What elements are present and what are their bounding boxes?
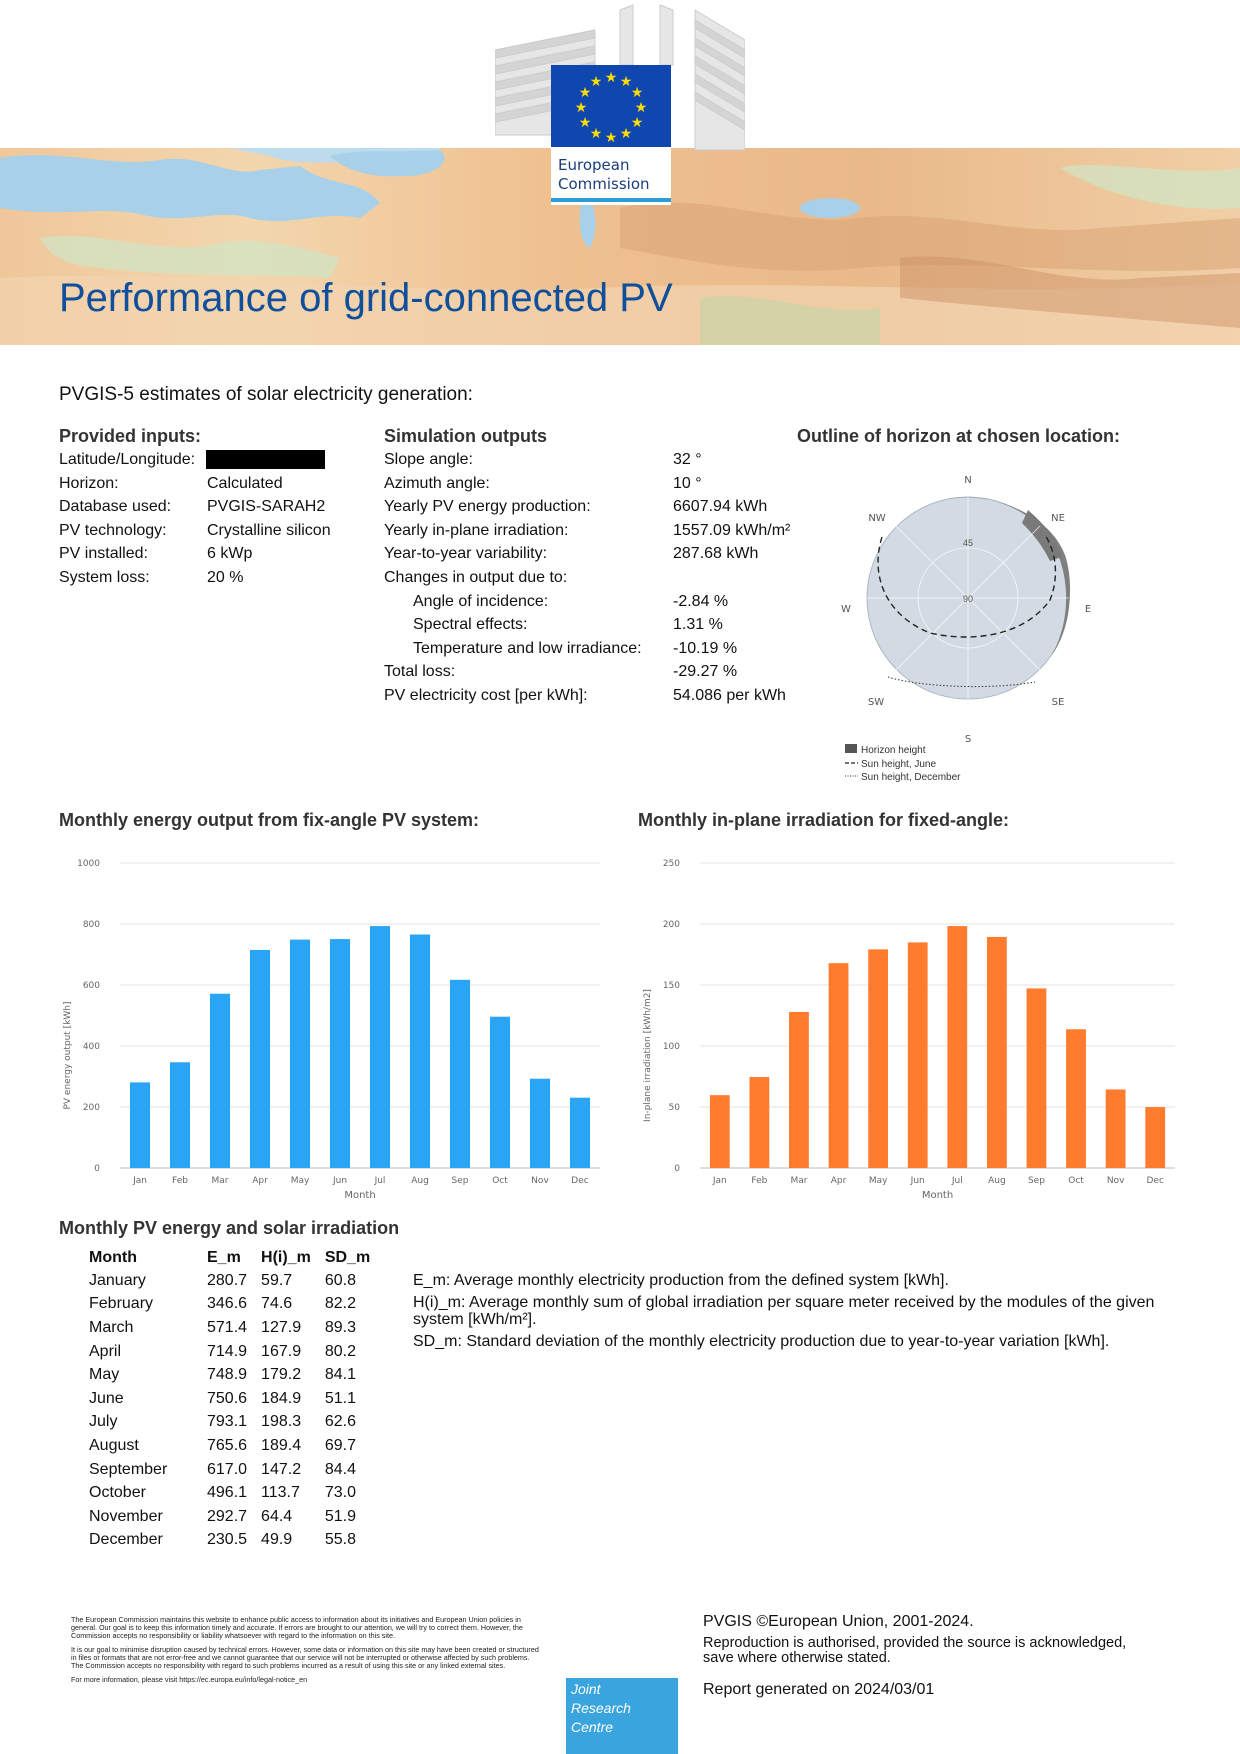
- table-header-row: [89, 1247, 384, 1269]
- table-cell: 496.1: [207, 1484, 248, 1502]
- irradiation-y-tick-label: 200: [662, 920, 680, 930]
- jrc-line: Centre: [571, 1719, 614, 1735]
- table-row: [89, 1316, 384, 1340]
- svg-text:★: ★: [574, 100, 588, 116]
- irradiation-x-tick-label: Sep: [1027, 1176, 1045, 1186]
- note-e-m: E_m: Average monthly electricity production from the defined system [kWh].: [413, 1272, 949, 1289]
- svg-text:★: ★: [619, 126, 633, 142]
- direction-sw: SW: [867, 697, 885, 708]
- input-label: Horizon:: [59, 474, 119, 492]
- page-title: Performance of grid-connected PV: [59, 276, 673, 320]
- table-cell: 55.8: [324, 1531, 356, 1549]
- direction-s: S: [964, 734, 972, 745]
- input-value: Crystalline silicon: [207, 521, 331, 539]
- table-cell: December: [89, 1531, 163, 1549]
- svg-text:★: ★: [604, 130, 618, 146]
- irradiation-x-axis-label: Month: [921, 1190, 954, 1201]
- irradiation-x-tick-label: May: [868, 1176, 888, 1186]
- table-cell: 89.3: [324, 1318, 356, 1336]
- direction-ne: NE: [1051, 513, 1065, 524]
- energy-chart-heading: Monthly energy output from fix-angle PV system:: [59, 810, 480, 830]
- input-label: PV installed:: [59, 545, 148, 563]
- output-value: 32 °: [673, 451, 702, 468]
- table-cell: 147.2: [261, 1460, 302, 1478]
- irradiation-bar-apr: [829, 963, 849, 1168]
- table-cell: 793.1: [207, 1413, 248, 1431]
- simulation-outputs-heading: Simulation outputs: [384, 426, 547, 446]
- svg-text:★: ★: [578, 85, 592, 101]
- energy-x-tick-label: Jul: [374, 1176, 386, 1186]
- svg-text:★: ★: [634, 100, 648, 116]
- table-cell: 82.2: [324, 1295, 356, 1313]
- output-label: Angle of incidence:: [413, 592, 549, 610]
- table-cell: 280.7: [207, 1271, 248, 1289]
- irradiation-bar-jan: [710, 1095, 730, 1168]
- legal-disclaimer: [71, 1616, 541, 1690]
- ring-label-90: 90: [962, 594, 974, 604]
- disclaimer-paragraph: The European Commission maintains this website to enhance public access to information about its initiatives and European Union policies in general. Our goal is to keep this information timely and accurate. If errors are brought to our attention, we will try to correct them. However, the Commission accepts no responsibility or liability whatsoever with regard to the information on this site.: [71, 1615, 523, 1640]
- table-notes: [413, 1272, 1193, 1355]
- table-cell: 750.6: [207, 1389, 248, 1407]
- table-cell: 84.1: [324, 1366, 356, 1384]
- table-row: [89, 1434, 384, 1458]
- jrc-logo: [566, 1678, 678, 1754]
- output-label: Temperature and low irradiance:: [413, 639, 642, 657]
- provided-inputs-heading: Provided inputs:: [59, 426, 202, 446]
- energy-bar-feb: [170, 1062, 190, 1168]
- output-label: Yearly PV energy production:: [384, 498, 591, 516]
- monthly-table-heading: Monthly PV energy and solar irradiation: [59, 1218, 400, 1238]
- note-h-i-m: H(i)_m: Average monthly sum of global irradiation per square meter received by the modules of the given system [kWh/m²].: [413, 1294, 1155, 1328]
- table-cell: February: [89, 1295, 154, 1313]
- table-cell: June: [89, 1389, 124, 1407]
- table-cell: 748.9: [207, 1366, 248, 1384]
- table-cell: 113.7: [261, 1484, 300, 1502]
- irradiation-bar-mar: [789, 1012, 809, 1168]
- irradiation-chart-heading: Monthly in-plane irradiation for fixed-angle:: [638, 810, 1010, 830]
- table-cell: 714.9: [207, 1342, 248, 1360]
- jrc-line: Research: [571, 1700, 631, 1716]
- header-banner: [0, 0, 1240, 345]
- column-header: H(i)_m: [261, 1249, 311, 1266]
- table-cell: July: [89, 1413, 118, 1431]
- table-cell: October: [89, 1484, 146, 1502]
- output-value: 6607.94 kWh: [673, 498, 768, 516]
- table-cell: September: [89, 1460, 168, 1478]
- irradiation-y-tick-label: 50: [668, 1103, 680, 1113]
- energy-y-tick-label: 200: [82, 1103, 100, 1113]
- table-cell: 292.7: [207, 1507, 248, 1525]
- input-value: 6 kWp: [207, 545, 253, 563]
- table-cell: 765.6: [207, 1436, 248, 1454]
- output-value: -29.27 %: [673, 663, 738, 681]
- table-cell: 571.4: [207, 1318, 248, 1336]
- table-cell: 49.9: [261, 1531, 293, 1549]
- table-row: [89, 1481, 384, 1505]
- energy-bar-mar: [210, 994, 230, 1168]
- table-cell: 51.9: [324, 1507, 356, 1525]
- table-row: [89, 1340, 384, 1364]
- energy-x-tick-label: Nov: [531, 1176, 549, 1186]
- output-label: Spectral effects:: [413, 616, 528, 634]
- column-header: Month: [89, 1249, 137, 1266]
- energy-y-axis-label: PV energy output [kWh]: [63, 1001, 73, 1110]
- irradiation-bar-nov: [1106, 1089, 1126, 1168]
- irradiation-y-tick-label: 250: [662, 859, 680, 869]
- irradiation-y-axis-label: In-plane irradiation [kWh/m2]: [643, 989, 653, 1122]
- energy-x-tick-label: Aug: [411, 1176, 429, 1186]
- energy-y-tick-label: 1000: [77, 859, 100, 869]
- table-cell: 74.6: [261, 1295, 293, 1313]
- legend-june: Sun height, June: [861, 759, 937, 770]
- irradiation-y-tick-label: 100: [662, 1042, 680, 1052]
- table-row: [89, 1363, 384, 1387]
- svg-text:★: ★: [589, 74, 603, 90]
- input-label: Latitude/Longitude:: [59, 451, 196, 468]
- output-value: 1.31 %: [673, 616, 723, 634]
- energy-y-tick-label: 600: [82, 981, 100, 991]
- energy-x-tick-label: Apr: [252, 1176, 268, 1186]
- table-cell: March: [89, 1318, 134, 1336]
- irradiation-bar-feb: [749, 1077, 769, 1168]
- input-value: 20 %: [207, 569, 244, 586]
- energy-x-tick-label: Mar: [211, 1176, 229, 1186]
- redacted-coordinates: [206, 450, 325, 469]
- table-row: [89, 1505, 384, 1529]
- irradiation-x-tick-label: Dec: [1146, 1176, 1164, 1186]
- table-cell: 64.4: [261, 1507, 293, 1525]
- output-value: 54.086 per kWh: [673, 687, 786, 704]
- table-cell: 69.7: [324, 1436, 356, 1454]
- irradiation-bar-oct: [1066, 1029, 1086, 1168]
- output-value: 287.68 kWh: [673, 545, 759, 563]
- table-cell: May: [89, 1366, 120, 1384]
- table-cell: 62.6: [324, 1413, 356, 1431]
- column-header: E_m: [207, 1249, 241, 1266]
- svg-text:★: ★: [630, 115, 644, 131]
- legend-december: Sun height, December: [861, 772, 961, 783]
- table-cell: 60.8: [324, 1271, 356, 1289]
- output-value: 10 °: [673, 474, 702, 492]
- output-label: PV electricity cost [per kWh]:: [384, 687, 588, 704]
- table-cell: 189.4: [261, 1436, 302, 1454]
- table-cell: 184.9: [261, 1389, 302, 1407]
- svg-text:★: ★: [630, 85, 644, 101]
- copyright-text: PVGIS ©European Union, 2001-2024.: [703, 1613, 974, 1630]
- energy-bar-oct: [490, 1017, 510, 1168]
- energy-y-tick-label: 800: [82, 920, 100, 930]
- table-cell: 59.7: [261, 1271, 293, 1289]
- report-date: Report generated on 2024/03/01: [703, 1681, 935, 1698]
- energy-bar-apr: [250, 950, 270, 1168]
- table-row: [89, 1269, 384, 1293]
- irradiation-y-tick-label: 0: [674, 1164, 680, 1174]
- output-value: -2.84 %: [673, 592, 729, 610]
- energy-y-tick-label: 400: [82, 1042, 100, 1052]
- legend-horizon-swatch: [845, 744, 857, 753]
- table-row: [89, 1293, 384, 1317]
- energy-bar-jul: [370, 926, 390, 1168]
- ring-label-45: 45: [962, 538, 974, 548]
- svg-text:★: ★: [589, 126, 603, 142]
- table-cell: 127.9: [261, 1318, 302, 1336]
- svg-text:Commission: Commission: [558, 175, 650, 193]
- table-row: [89, 1411, 384, 1435]
- direction-se: SE: [1051, 697, 1065, 708]
- table-cell: 230.5: [207, 1531, 248, 1549]
- irradiation-y-tick-label: 150: [662, 981, 680, 991]
- direction-w: W: [841, 604, 851, 615]
- energy-bar-jun: [330, 939, 350, 1168]
- monthly-table: [89, 1247, 384, 1552]
- irradiation-x-tick-label: Jul: [951, 1176, 963, 1186]
- irradiation-bar-aug: [987, 937, 1007, 1168]
- energy-bar-nov: [530, 1079, 550, 1168]
- table-cell: August: [89, 1436, 139, 1454]
- irradiation-x-tick-label: Feb: [751, 1176, 768, 1186]
- direction-nw: NW: [868, 513, 886, 524]
- energy-x-tick-label: Feb: [172, 1176, 188, 1186]
- irradiation-x-tick-label: Jun: [910, 1176, 925, 1186]
- energy-bar-may: [290, 940, 310, 1168]
- table-cell: 84.4: [324, 1460, 356, 1478]
- energy-bar-sep: [450, 980, 470, 1168]
- direction-e: E: [1084, 604, 1092, 615]
- table-cell: 179.2: [261, 1366, 302, 1384]
- european-commission-logo: [495, 0, 745, 205]
- output-label: Total loss:: [384, 663, 456, 681]
- energy-bar-chart: [60, 850, 605, 1205]
- irradiation-bar-sep: [1027, 988, 1047, 1168]
- svg-text:European: European: [558, 156, 630, 174]
- irradiation-bar-chart: [640, 850, 1180, 1205]
- input-label: Database used:: [59, 498, 172, 516]
- table-cell: 80.2: [324, 1342, 356, 1360]
- output-value: -10.19 %: [673, 639, 738, 657]
- energy-bar-jan: [130, 1082, 150, 1168]
- table-cell: November: [89, 1507, 163, 1525]
- table-cell: 198.3: [261, 1413, 302, 1431]
- output-value: 1557.09 kWh/m²: [673, 521, 791, 539]
- energy-x-tick-label: Jun: [332, 1176, 348, 1186]
- table-row: [89, 1458, 384, 1482]
- energy-y-tick-label: 0: [94, 1164, 100, 1174]
- output-label: Slope angle:: [384, 451, 473, 468]
- energy-x-tick-label: Oct: [492, 1176, 508, 1186]
- svg-text:★: ★: [619, 74, 633, 90]
- energy-x-axis-label: Month: [344, 1190, 376, 1201]
- table-cell: 346.6: [207, 1295, 248, 1313]
- output-label: Yearly in-plane irradiation:: [384, 521, 569, 539]
- disclaimer-paragraph: It is our goal to minimise disruption caused by technical errors. However, some data or information on this site may have been created or structured in files or formats that are not error-free and we cannot guarantee that our service will not be interrupted or otherwise affected by such problems. The Commission accepts no responsibility with regard to such problems incurred as a result of using this site or any linked external sites.: [71, 1645, 539, 1670]
- disclaimer-link[interactable]: For more information, please visit https://ec.europa.eu/info/legal-notice_en: [71, 1675, 308, 1684]
- irradiation-x-tick-label: Nov: [1106, 1176, 1125, 1186]
- svg-text:★: ★: [578, 115, 592, 131]
- horizon-polar-chart: [830, 465, 1110, 785]
- irradiation-x-tick-label: Apr: [830, 1176, 847, 1186]
- horizon-heading: Outline of horizon at chosen location:: [797, 426, 1120, 446]
- irradiation-bar-jun: [908, 942, 928, 1168]
- irradiation-bar-jul: [947, 926, 967, 1168]
- energy-x-tick-label: Sep: [451, 1176, 469, 1186]
- irradiation-bar-dec: [1145, 1107, 1165, 1168]
- energy-x-tick-label: Jan: [133, 1176, 147, 1186]
- column-header: SD_m: [324, 1249, 371, 1266]
- table-row: [89, 1387, 384, 1411]
- table-cell: 617.0: [207, 1460, 248, 1478]
- irradiation-x-tick-label: Aug: [988, 1176, 1006, 1186]
- irradiation-x-tick-label: Oct: [1068, 1176, 1084, 1186]
- table-row: [89, 1529, 384, 1553]
- table-cell: 51.1: [324, 1389, 356, 1407]
- input-label: System loss:: [59, 569, 150, 586]
- energy-x-tick-label: May: [290, 1176, 310, 1186]
- output-label: Year-to-year variability:: [384, 545, 548, 563]
- irradiation-x-tick-label: Jan: [712, 1176, 727, 1186]
- table-cell: 167.9: [261, 1342, 302, 1360]
- jrc-line: Joint: [571, 1681, 601, 1697]
- reproduction-text: Reproduction is authorised, provided the source is acknowledged, save where otherwise stated.: [703, 1635, 1127, 1666]
- note-sd-m: SD_m: Standard deviation of the monthly electricity production due to year-to-year variation [kWh].: [413, 1333, 1110, 1350]
- energy-bar-dec: [570, 1098, 590, 1168]
- legend-horizon: Horizon height: [861, 745, 926, 756]
- intro-title: PVGIS-5 estimates of solar electricity generation:: [59, 384, 473, 405]
- table-cell: January: [89, 1271, 146, 1289]
- energy-bar-aug: [410, 934, 430, 1168]
- input-value: PVGIS-SARAH2: [207, 498, 326, 516]
- input-value: Calculated: [207, 474, 283, 492]
- input-label: PV technology:: [59, 521, 167, 539]
- energy-x-tick-label: Dec: [571, 1176, 589, 1186]
- irradiation-x-tick-label: Mar: [790, 1176, 808, 1186]
- direction-n: N: [964, 475, 972, 486]
- table-cell: 73.0: [324, 1484, 356, 1502]
- table-cell: April: [89, 1342, 122, 1360]
- output-label: Azimuth angle:: [384, 474, 490, 492]
- copyright-block: [703, 1614, 1133, 1698]
- svg-text:★: ★: [604, 70, 618, 86]
- irradiation-bar-may: [868, 949, 888, 1168]
- output-label: Changes in output due to:: [384, 569, 568, 586]
